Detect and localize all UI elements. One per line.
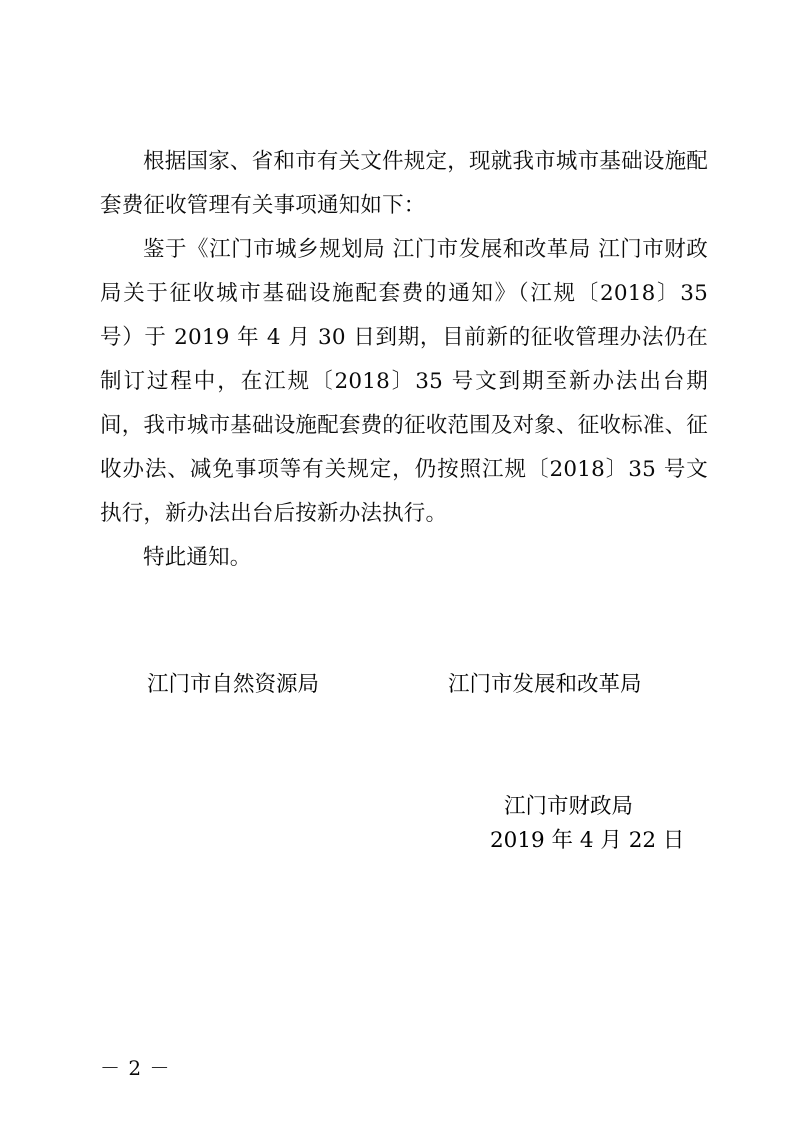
paragraph-2: 鉴于《江门市城乡规划局 江门市发展和改革局 江门市财政局关于征收城市基础设施配套费的通知》（江规〔2018〕35 号）于 2019 年 4 月 30 日到期，目前新的征收管理办法仍在制订过程中，在江规〔2018〕35 号文到期至新办法出台期间，我市城市基础设施配套费的征收范围及对象、征收标准、征收办法、减免事项等有关规定，仍按照江规〔2018〕35 号文执行，新办法出台后按新办法执行。 bbox=[100, 237, 708, 526]
paragraph-1: 根据国家、省和市有关文件规定，现就我市城市基础设施配套费征收管理有关事项通知如下： bbox=[100, 149, 708, 218]
document-date: 2019 年 4 月 22 日 bbox=[490, 828, 685, 853]
signatory-natural-resources-bureau: 江门市自然资源局 bbox=[147, 672, 320, 697]
signatory-finance-bureau: 江门市财政局 bbox=[504, 794, 634, 819]
signature-row bbox=[100, 668, 708, 702]
signature-block bbox=[100, 668, 708, 702]
page-number: － 2 － bbox=[100, 1056, 171, 1080]
paragraph-3: 特此通知。 bbox=[143, 545, 252, 570]
document-body bbox=[100, 140, 708, 580]
signatory-development-reform-bureau: 江门市发展和改革局 bbox=[448, 672, 642, 697]
